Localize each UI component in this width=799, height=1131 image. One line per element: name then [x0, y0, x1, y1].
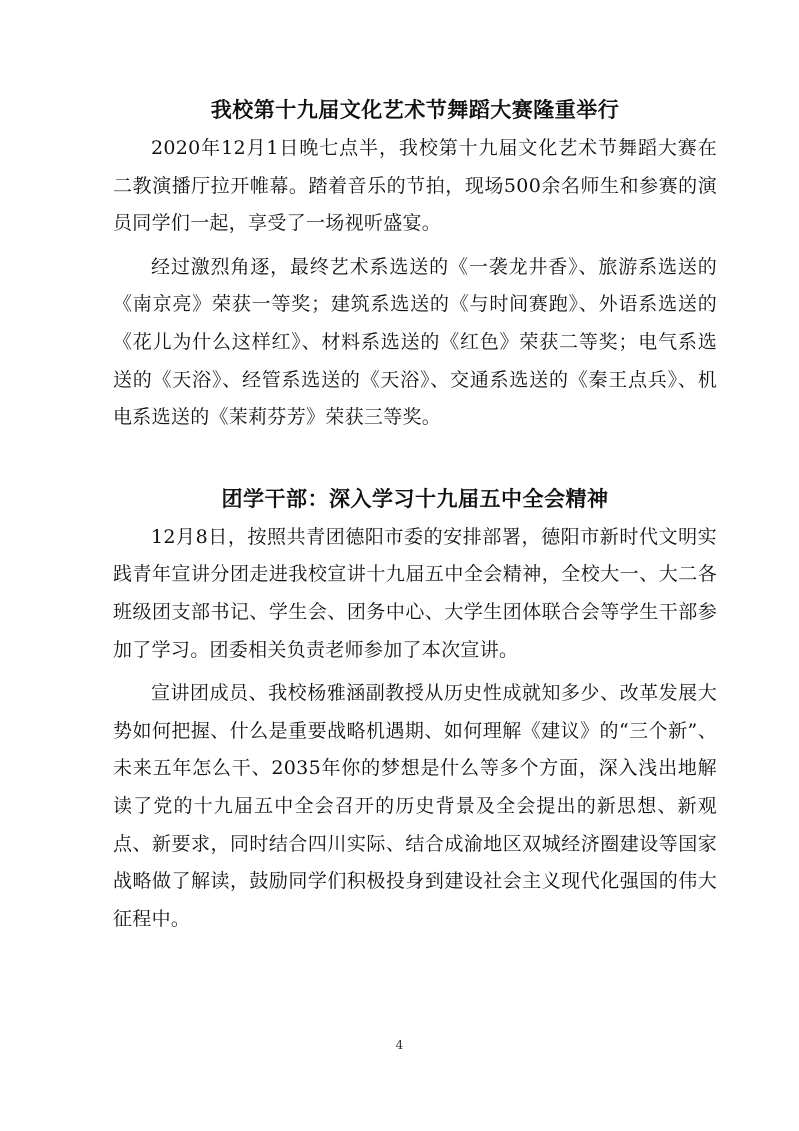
article-paragraph: 12月8日，按照共青团德阳市委的安排部署，德阳市新时代文明实践青年宣讲分团走进我校宣讲十九届五中全会精神，全校大一、大二各班级团支部书记、学生会、团务中心、大学生团体联合会等学生干部参加了学习。团委相关负责老师参加了本次宣讲。	[113, 525, 717, 661]
article-paragraph: 2020年12月1日晚七点半，我校第十九届文化艺术节舞蹈大赛在二教演播厅拉开帷幕。踏着音乐的节拍，现场500余名师生和参赛的演员同学们一起，享受了一场视听盛宴。	[113, 137, 717, 235]
document-body	[113, 92, 717, 938]
article-dance-competition	[113, 92, 717, 437]
article-title: 团学干部：深入学习十九届五中全会精神	[221, 486, 609, 511]
page-number: 4	[395, 1038, 404, 1052]
article-paragraph: 经过激烈角逐，最终艺术系选送的《一袭龙井香》、旅游系选送的《南京亮》荣获一等奖；建筑系选送的《与时间赛跑》、外语系选送的《花儿为什么这样红》、材料系选送的《红色》荣获二等奖；电气系选送的《天浴》、经管系选送的《天浴》、交通系选送的《秦王点兵》、机电系选送的《茉莉芬芳》荣获三等奖。	[113, 255, 717, 429]
article-paragraph: 宣讲团成员、我校杨雅涵副教授从历史性成就知多少、改革发展大势如何把握、什么是重要战略机遇期、如何理解《建议》的“三个新”、未来五年怎么干、2035年你的梦想是什么等多个方面，深入浅出地解读了党的十九届五中全会召开的历史背景及全会提出的新思想、新观点、新要求，同时结合四川实际、结合成渝地区双城经济圈建设等国家战略做了解读，鼓励同学们积极投身到建设社会主义现代化强国的伟大征程中。	[113, 682, 717, 930]
article-title: 我校第十九届文化艺术节舞蹈大赛隆重举行	[210, 98, 620, 122]
article-plenary-study	[113, 481, 717, 939]
